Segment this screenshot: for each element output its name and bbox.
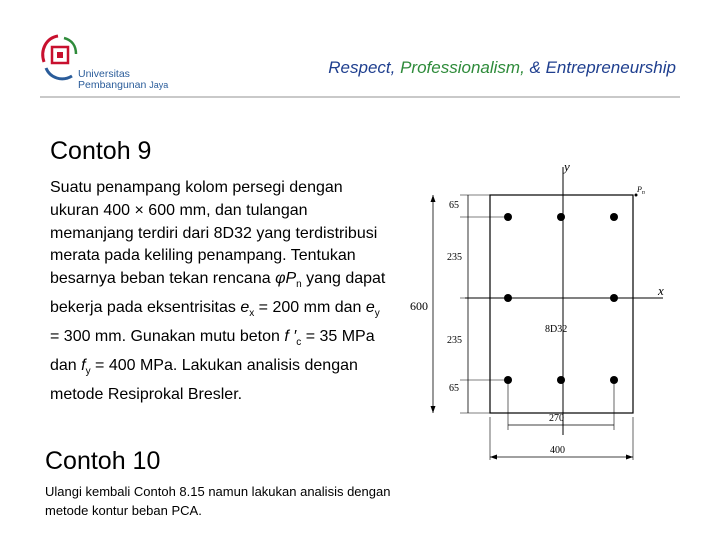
example-10-title: Contoh 10 [45,447,161,475]
dim-235-top-label: 235 [447,252,462,263]
header-divider [40,96,680,98]
rebar [557,376,565,384]
logo-line-1: Universitas [78,68,130,80]
rebar [504,294,512,302]
rebar [610,376,618,384]
dim-600-label: 600 [410,299,428,313]
logo-mark-icon [43,36,76,79]
load-label: $P_n$ [637,185,645,196]
logo-text [78,69,168,91]
rebar [610,213,618,221]
tagline: Respect, Professionalism, & Entrepreneurship [328,58,676,77]
axis-y-label: y [564,159,570,174]
logo-line-2: Pembangunan Jaya [78,79,169,91]
column-section-diagram [405,155,685,465]
arrow-icon [431,195,436,202]
dim-235-bottom-label: 235 [447,335,462,346]
example-9-text: Suatu penampang kolom persegi dengan ukuran 400 × 600 mm, dan tulangan memanjang terdiri dari 8D32 yang terdistribusi merata pada keliling penampang. Tentukan besarnya beban tekan rencana $\varphi P_n$ yang dapat bekerja pada eksentrisitas $e_x = 200$ mm dan $e_y = 300$ mm. Gunakan mutu beton f $'_c = 35$ MPa dan $f_y = 400$ MPa. Lakukan analisis dengan metode Resiprokal Bresler. [50,179,386,404]
logo-line-2b: Jaya [149,80,169,90]
arrow-icon [490,455,497,460]
rebar [504,376,512,384]
dim-270-label: 270 [549,413,564,424]
axis-x-label: x [658,283,664,298]
dim-65-bottom-label: 65 [449,383,459,394]
dim-400-label: 400 [550,445,565,456]
rebar-label: 8D32 [545,324,568,335]
dim-65-top-label: 65 [449,200,459,211]
arrow-icon [626,455,633,460]
example-9-title: Contoh 9 [50,137,152,165]
rebar [610,294,618,302]
arrow-icon [431,406,436,413]
rebar [557,213,565,221]
rebar [504,213,512,221]
example-10-text: Ulangi kembali Contoh 8.15 namun lakukan analisis dengan metode kontur beban PCA. [45,484,391,518]
